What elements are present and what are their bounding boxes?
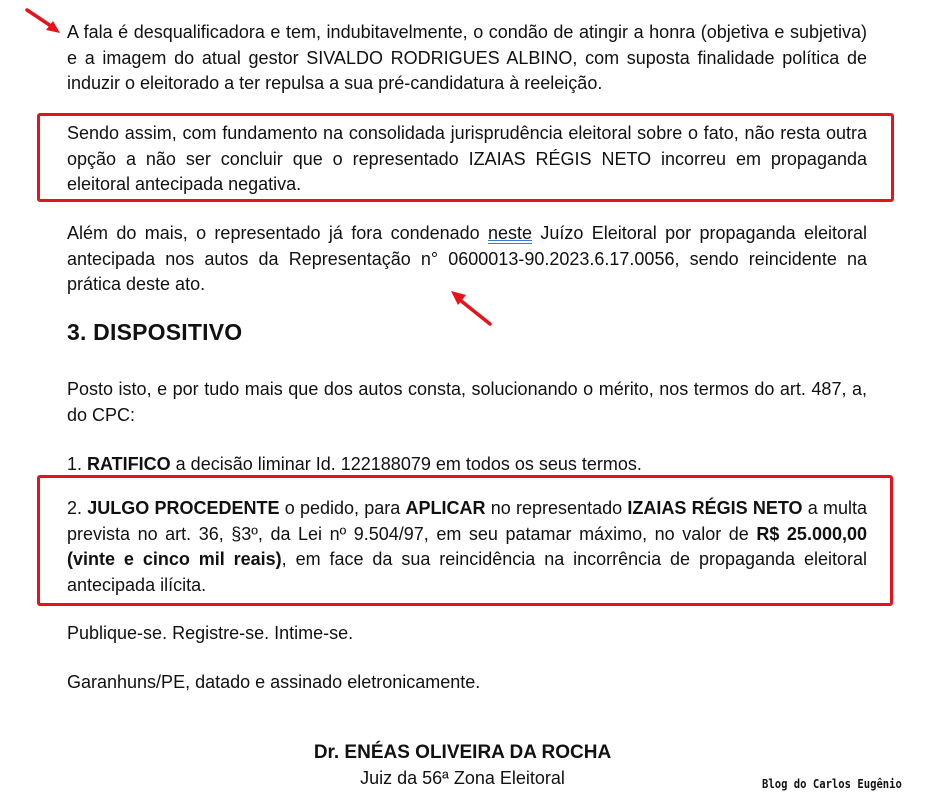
text-segment: no representado	[485, 498, 628, 518]
bold-text: JULGO PROCEDENTE	[87, 498, 280, 518]
bold-text: R$ 25.000,00 (vinte e cinco mil reais)	[67, 523, 867, 569]
section-heading: 3. DISPOSITIVO	[67, 319, 243, 345]
text-segment: o pedido, para	[279, 498, 406, 518]
text-segment: , em face da sua reincidência na incorrência de propaganda eleitoral antecipada ilícita.	[67, 549, 867, 595]
signature-role: Juiz da 56ª Zona Eleitoral	[360, 768, 565, 788]
bold-text: IZAIAS RÉGIS NETO	[627, 498, 803, 518]
item-ratify	[67, 452, 867, 478]
text-segment: a decisão liminar Id. 122188079 em todos os seus termos.	[170, 454, 642, 474]
bold-text: RATIFICO	[87, 454, 171, 474]
text-segment: Além do mais, o representado já fora condenado	[67, 223, 489, 243]
underlined-word: neste	[488, 223, 533, 243]
text-segment: Juízo Eleitoral por propaganda eleitoral antecipada nos autos da Representação n° 0600013-90.2023.6.17.0056, sendo reincidente na prática deste ato.	[67, 223, 867, 294]
text-segment: a multa prevista no art. 36, §3º, da Lei nº 9.504/97, em seu patamar máximo, no valor de	[67, 498, 867, 544]
bold-text: APLICAR	[405, 498, 486, 518]
item-number: 1.	[67, 454, 88, 474]
paragraph-conclusion: Sendo assim, com fundamento na consolidada jurisprudência eleitoral sobre o fato, não resta outra opção a não ser concluir que o representado IZAIAS RÉGIS NETO incorreu em propaganda eleitoral antecipada negativa.	[67, 123, 867, 194]
paragraph-dispositive-intro: Posto isto, e por tudo mais que dos autos consta, solucionando o mérito, nos termos do art. 487, a, do CPC:	[67, 379, 867, 425]
item-number: 2.	[67, 498, 88, 518]
paragraph-publish: Publique-se. Registre-se. Intime-se.	[67, 623, 354, 643]
paragraph-place-date: Garanhuns/PE, datado e assinado eletronicamente.	[67, 672, 481, 692]
red-arrow-icon	[24, 6, 64, 36]
blog-watermark: Blog do Carlos Eugênio	[762, 777, 902, 791]
red-arrow-icon	[446, 287, 496, 329]
paragraph-honor: A fala é desqualificadora e tem, indubitavelmente, o condão de atingir a honra (objetiva e subjetiva) e a imagem do atual gestor SIVALDO RODRIGUES ALBINO, com suposta finalidade política de induzir o eleitorado a ter repulsa a sua pré-candidatura à reeleição.	[67, 22, 867, 93]
signature-name: Dr. ENÉAS OLIVEIRA DA ROCHA	[313, 742, 612, 763]
item-judgment	[67, 496, 867, 598]
